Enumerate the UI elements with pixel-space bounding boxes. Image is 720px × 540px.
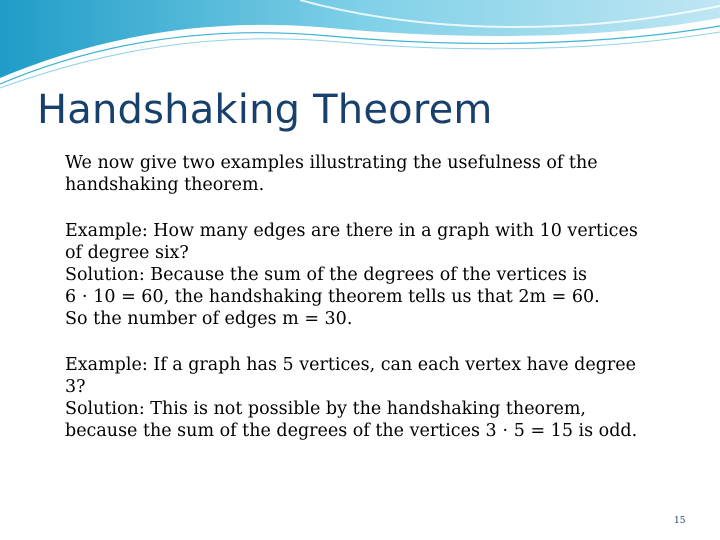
example-1-line-4: 6 ⋅ 10 = 60, the handshaking theorem tells us that 2m = 60. [65,287,600,307]
example-2-line-1: Example: If a graph has 5 vertices, can each vertex have degree [65,355,636,375]
example-1-line-2: of degree six? [65,243,189,263]
example-1-line-1: Example: How many edges are there in a graph with 10 vertices [65,221,638,241]
intro-line-1: We now give two examples illustrating the usefulness of the [65,153,598,173]
example-2-line-2: 3? [65,377,86,397]
slide-title: Handshaking Theorem [37,87,493,133]
intro-paragraph [65,152,695,196]
example-2-line-3: Solution: This is not possible by the handshaking theorem, [65,399,586,419]
slide-number: 15 [674,516,686,526]
example-1-line-5: So the number of edges m = 30. [65,309,353,329]
slide-body [65,152,695,442]
example-2-paragraph [65,354,695,442]
header-wave-decoration [0,0,720,90]
example-1-line-3: Solution: Because the sum of the degrees of the vertices is [65,265,588,285]
intro-line-2: handshaking theorem. [65,175,265,195]
example-2-line-4: because the sum of the degrees of the vertices 3 ⋅ 5 = 15 is odd. [65,421,638,441]
example-1-paragraph [65,220,695,330]
